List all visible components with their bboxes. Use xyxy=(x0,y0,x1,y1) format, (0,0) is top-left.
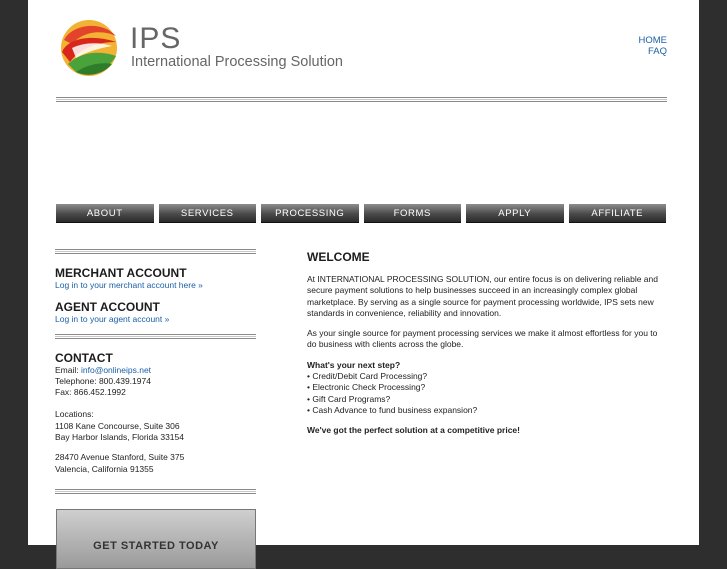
agent-account-heading: AGENT ACCOUNT xyxy=(55,300,160,315)
location1-line2: Bay Harbor Islands, Florida 33154 xyxy=(55,432,184,443)
agent-login-link[interactable]: Log in to your agent account » xyxy=(55,314,170,325)
page xyxy=(28,0,699,552)
contact-phone: Telephone: 800.439.1974 xyxy=(55,375,151,386)
location2-line2: Valencia, California 91355 xyxy=(55,463,154,474)
source-paragraph: As your single source for payment processing services we make it almost effortless for you to do business with clients across the globe. xyxy=(307,328,658,350)
nav-apply[interactable]: APPLY xyxy=(466,204,564,223)
bullet-item: • Cash Advance to fund business expansion? xyxy=(307,404,478,415)
sidebar xyxy=(55,266,257,475)
logo-wordmark: IPS xyxy=(130,22,182,55)
nav-processing[interactable]: PROCESSING xyxy=(261,204,359,223)
bullet-item: • Credit/Debit Card Processing? xyxy=(307,371,428,382)
sidebar-divider-bottom xyxy=(55,489,256,494)
nav-services[interactable]: SERVICES xyxy=(159,204,257,223)
bullet-item: • Electronic Check Processing? xyxy=(307,382,426,393)
merchant-login-link[interactable]: Log in to your merchant account here » xyxy=(55,280,203,290)
location1-line1: 1108 Kane Concourse, Suite 306 xyxy=(55,420,180,431)
contact-heading: CONTACT xyxy=(55,350,113,365)
locations-label: Locations: xyxy=(55,409,94,420)
intro-paragraph: At INTERNATIONAL PROCESSING SOLUTION, our entire focus is on delivering reliable and secure payment solutions to help businesses succeed in an increasingly complex global marketplace. By serving as a single source for payment processing worldwide, IPS sets new standards in convenience, reliability and innovation. xyxy=(307,274,658,318)
ips-logo-icon xyxy=(58,18,120,78)
nav-forms[interactable]: FORMS xyxy=(364,204,462,223)
nav-about[interactable]: ABOUT xyxy=(56,204,154,223)
contact-email-line xyxy=(55,365,257,376)
get-started-label: GET STARTED TODAY xyxy=(93,540,219,552)
sidebar-divider-mid xyxy=(55,334,256,339)
home-link[interactable]: HOME xyxy=(638,35,667,46)
location2-line1: 28470 Avenue Stanford, Suite 375 xyxy=(55,452,185,463)
main-content xyxy=(307,250,667,446)
sidebar-divider-top xyxy=(55,249,256,254)
contact-fax: Fax: 866.452.1992 xyxy=(55,387,126,398)
merchant-account-heading: MERCHANT ACCOUNT xyxy=(55,266,187,280)
top-links xyxy=(639,35,668,57)
next-step-heading: What's your next step? xyxy=(307,359,401,370)
nav-affiliate[interactable]: AFFILIATE xyxy=(569,204,667,223)
logo-tagline: International Processing Solution xyxy=(131,54,343,70)
closing-line: We've got the perfect solution at a competitive price! xyxy=(307,425,520,436)
welcome-heading: WELCOME xyxy=(307,250,370,264)
contact-email-link[interactable]: info@onlineips.net xyxy=(80,364,152,375)
header-divider xyxy=(56,97,667,102)
email-label: Email: xyxy=(55,364,81,375)
main-nav xyxy=(56,204,666,223)
logo[interactable] xyxy=(58,18,358,78)
get-started-button[interactable] xyxy=(56,509,256,569)
bullet-item: • Gift Card Programs? xyxy=(307,393,391,404)
faq-link[interactable]: FAQ xyxy=(647,46,667,57)
